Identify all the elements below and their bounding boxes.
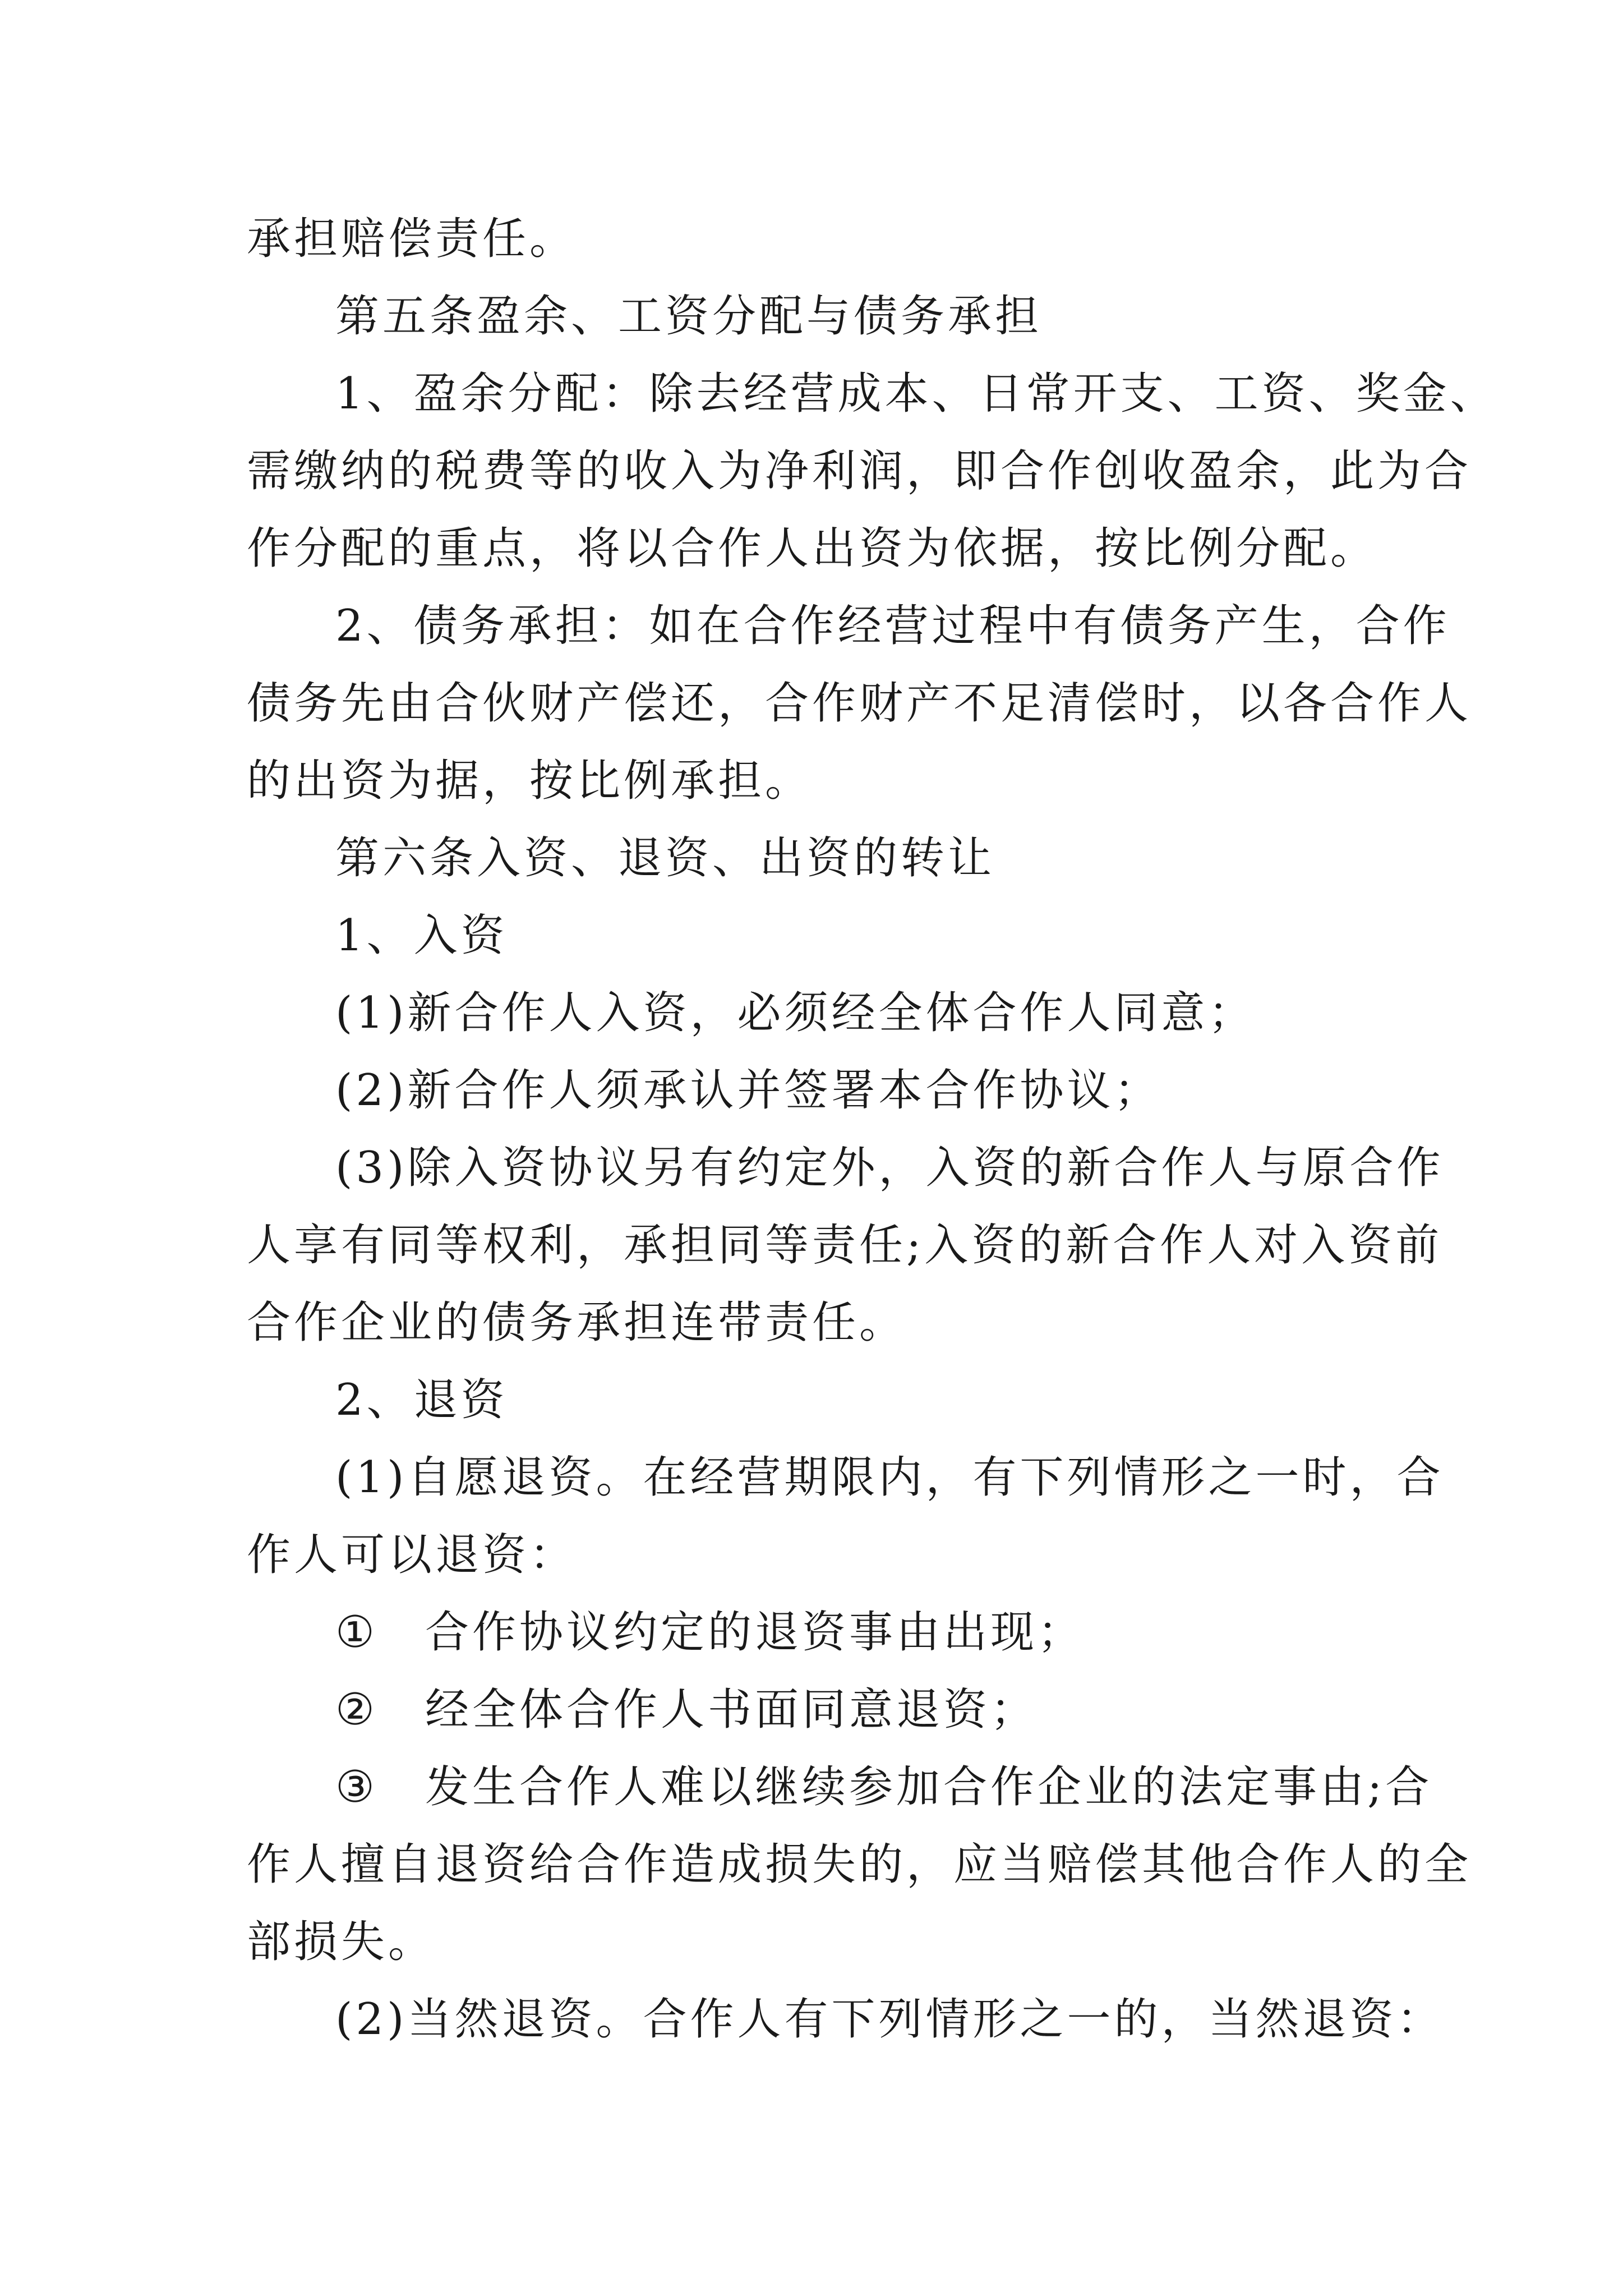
text-line: 人享有同等权利，承担同等责任;入资的新合作人对入资前 — [247, 1220, 1443, 1271]
list-item-text: 发生合作人难以继续参加合作企业的法定事由;合 — [425, 1762, 1433, 1812]
text-line: 承担赔偿责任。 — [247, 214, 577, 264]
text-line: (1)自愿退资。在经营期限内，有下列情形之一时，合 — [335, 1452, 1444, 1503]
text-line: 债务先由合伙财产偿还，合作财产不足清偿时，以各合作人 — [247, 678, 1472, 729]
list-item-text: 经全体合作人书面同意退资； — [425, 1685, 1038, 1735]
list-item — [335, 1682, 1038, 1738]
text-line: 作人可以退资： — [247, 1530, 577, 1580]
list-marker: ③ — [335, 1762, 378, 1812]
text-line: 部损失。 — [247, 1917, 436, 1967]
list-item — [335, 1604, 1085, 1660]
list-item-text: 合作协议约定的退资事由出现； — [425, 1607, 1085, 1658]
text-line: (3)除入资协议另有约定外，入资的新合作人与原合作 — [335, 1143, 1444, 1193]
section-heading: 第五条盈余、工资分配与债务承担 — [335, 291, 1043, 342]
text-line: (2)新合作人须承认并签署本合作协议； — [335, 1065, 1161, 1116]
list-marker: ① — [335, 1607, 378, 1658]
text-line: 需缴纳的税费等的收入为净利润，即合作创收盈余，此为合 — [247, 446, 1472, 496]
subheading: 2、退资 — [335, 1375, 508, 1425]
section-heading: 第六条入资、退资、出资的转让 — [335, 833, 995, 884]
text-line: 合作企业的债务承担连带责任。 — [247, 1297, 907, 1348]
text-line: 1、盈余分配：除去经营成本、日常开支、工资、奖金、 — [335, 369, 1497, 419]
text-line: (2)当然退资。合作人有下列情形之一的，当然退资： — [335, 1994, 1444, 2045]
text-line: 的出资为据，按比例承担。 — [247, 756, 813, 806]
text-line: 2、债务承担：如在合作经营过程中有债务产生，合作 — [335, 601, 1450, 651]
list-marker: ② — [335, 1685, 378, 1735]
text-line: (1)新合作人入资，必须经全体合作人同意； — [335, 988, 1256, 1038]
text-line: 作分配的重点，将以合作人出资为依据，按比例分配。 — [247, 523, 1378, 574]
text-line: 作人擅自退资给合作造成损失的，应当赔偿其他合作人的全 — [247, 1839, 1472, 1890]
list-item — [335, 1759, 1432, 1815]
subheading: 1、入资 — [335, 910, 508, 961]
